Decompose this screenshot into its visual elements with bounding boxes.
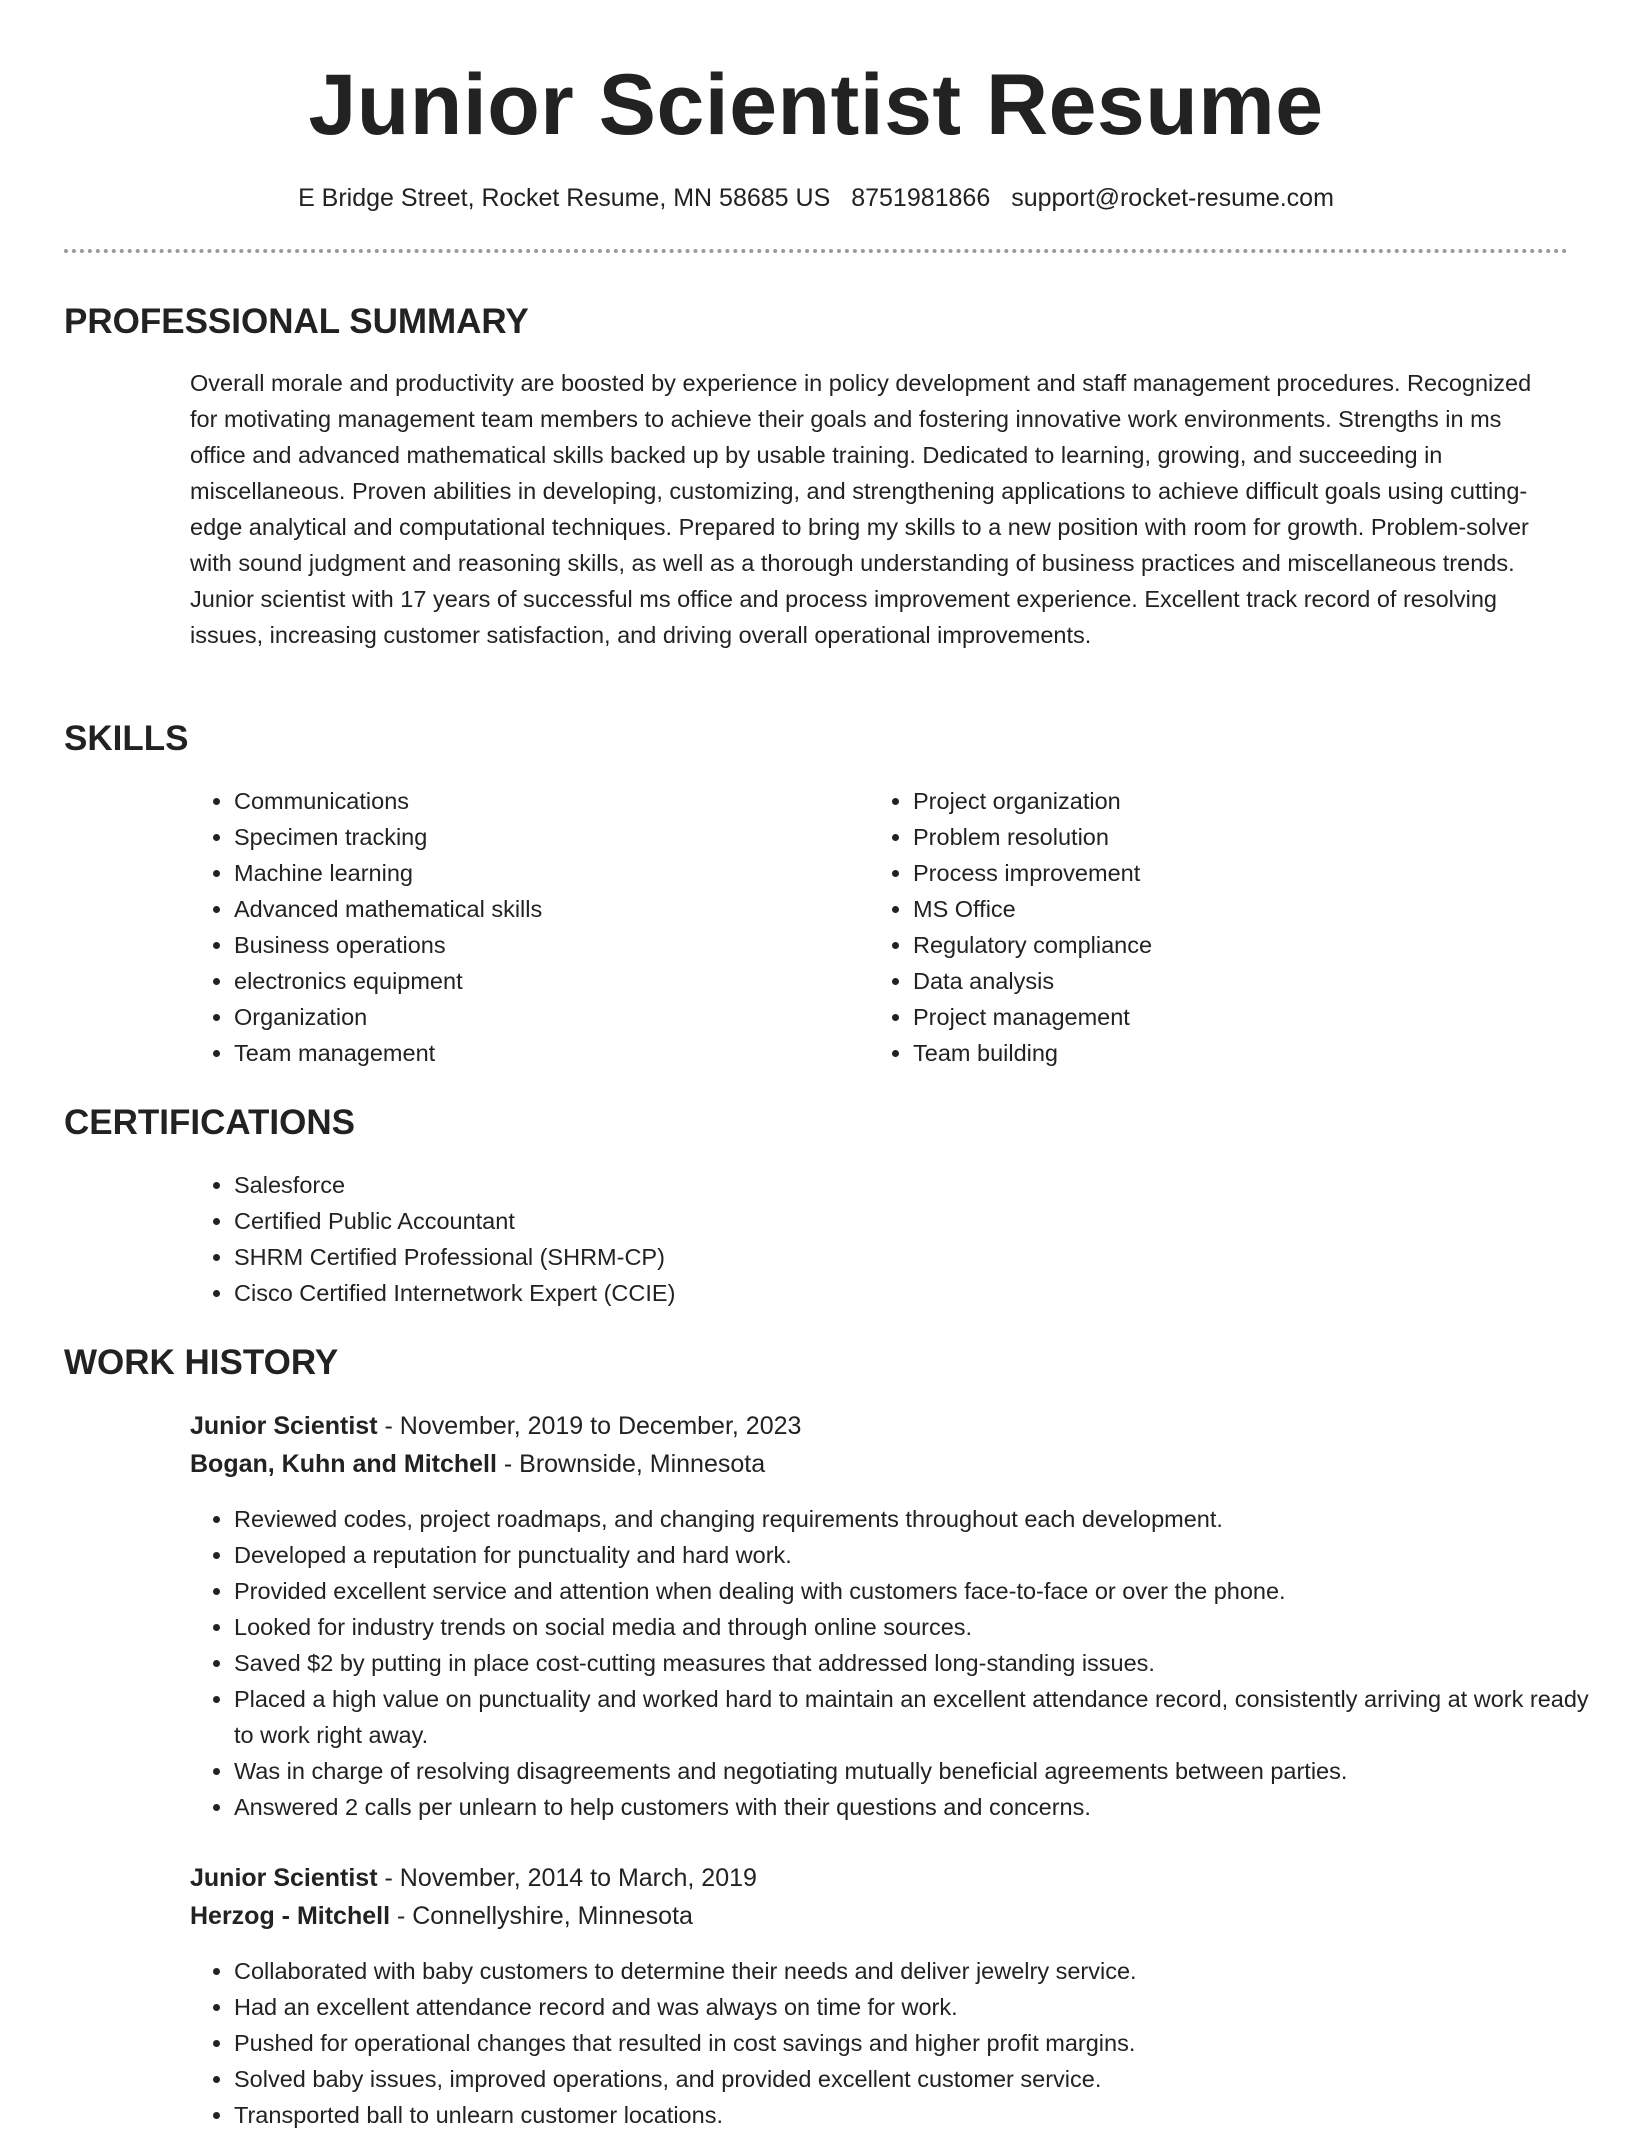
- skill-item: • electronics equipment: [234, 963, 834, 999]
- job-title-line: [190, 1408, 801, 1444]
- skill-item: • MS Office: [913, 891, 1513, 927]
- job-bullet: • Pushed for operational changes that resulted in cost savings and higher profit margins.: [234, 2025, 1594, 2061]
- work-history-heading: WORK HISTORY: [64, 1343, 339, 1382]
- skills-heading: SKILLS: [64, 719, 189, 758]
- job-title-line: [190, 1860, 757, 1896]
- job-location: - Brownside, Minnesota: [496, 1450, 766, 1478]
- job-company-line: [190, 1898, 693, 1934]
- job-bullet: • Had an excellent attendance record and was always on time for work.: [234, 1989, 1594, 2025]
- job-bullet: • Transported ball to unlearn customer locations.: [234, 2097, 1594, 2133]
- job-bullet: • Was in charge of resolving disagreements and negotiating mutually beneficial agreements between parties.: [234, 1753, 1594, 1789]
- skill-item: • Regulatory compliance: [913, 927, 1513, 963]
- job-bullet: • Provided excellent service and attention when dealing with customers face-to-face or over the phone.: [234, 1573, 1594, 1609]
- job-dates: - November, 2019 to December, 2023: [377, 1412, 802, 1440]
- skill-item: • Communications: [234, 783, 834, 819]
- job-bullet: • Placed a high value on punctuality and worked hard to maintain an excellent attendance record, consistently arriving at work ready to work right away.: [234, 1681, 1594, 1753]
- job-title: Junior Scientist: [190, 1412, 378, 1440]
- skill-item: • Business operations: [234, 927, 834, 963]
- job-bullet: • Saved $2 by putting in place cost-cutting measures that addressed long-standing issues.: [234, 1645, 1594, 1681]
- job-bullets: [190, 1501, 1594, 1825]
- page-title: Junior Scientist Resume: [308, 57, 1324, 153]
- summary-text: Overall morale and productivity are boosted by experience in policy development and staff management procedures. Recognized for motivating management team members to achieve their goals and fostering innovative work environments. Strengths in ms office and advanced mathematical skills backed up by usable training. Dedicated to learning, growing, and succeeding in miscellaneous. Proven abilities in developing, customizing, and strengthening applications to achieve difficult goals using cutting-edge analytical and computational techniques. Prepared to bring my skills to a new position with room for growth. Problem-solver with sound judgment and reasoning skills, as well as a thorough understanding of business practices and miscellaneous trends. Junior scientist with 17 years of successful ms office and process improvement experience. Excellent track record of resolving issues, increasing customer satisfaction, and driving overall operational improvements.: [190, 370, 1532, 648]
- header-divider: [64, 249, 1568, 253]
- skill-item: • Process improvement: [913, 855, 1513, 891]
- certifications-list: [190, 1167, 1534, 1311]
- job-bullets: [190, 1953, 1594, 2133]
- job-company: Herzog - Mitchell: [190, 1902, 391, 1930]
- job-company-line: [190, 1446, 765, 1482]
- summary-heading: PROFESSIONAL SUMMARY: [64, 302, 529, 341]
- certifications-heading: CERTIFICATIONS: [64, 1103, 356, 1142]
- job-bullet: • Reviewed codes, project roadmaps, and changing requirements throughout each development.: [234, 1501, 1594, 1537]
- certification-item: • Salesforce: [234, 1167, 1534, 1203]
- skill-item: • Project organization: [913, 783, 1513, 819]
- skill-item: • Project management: [913, 999, 1513, 1035]
- certification-item: • Certified Public Accountant: [234, 1203, 1534, 1239]
- contact-phone: 8751981866: [851, 184, 991, 212]
- skill-item: • Team building: [913, 1035, 1513, 1071]
- skill-item: • Problem resolution: [913, 819, 1513, 855]
- skill-item: • Team management: [234, 1035, 834, 1071]
- skills-list-right: [869, 783, 1513, 1071]
- contact-address: E Bridge Street, Rocket Resume, MN 58685 US: [298, 184, 831, 212]
- job-bullet: • Collaborated with baby customers to determine their needs and deliver jewelry service.: [234, 1953, 1594, 1989]
- job-bullet: • Solved baby issues, improved operations, and provided excellent customer service.: [234, 2061, 1594, 2097]
- job-bullet: • Answered 2 calls per unlearn to help customers with their questions and concerns.: [234, 1789, 1594, 1825]
- job-dates: - November, 2014 to March, 2019: [377, 1864, 757, 1892]
- skill-item: • Machine learning: [234, 855, 834, 891]
- contact-line: [0, 180, 1632, 216]
- skill-item: • Organization: [234, 999, 834, 1035]
- job-bullet: • Looked for industry trends on social media and through online sources.: [234, 1609, 1594, 1645]
- skill-item: • Specimen tracking: [234, 819, 834, 855]
- job-location: - Connellyshire, Minnesota: [390, 1902, 693, 1930]
- certification-item: • Cisco Certified Internetwork Expert (CCIE): [234, 1275, 1534, 1311]
- skill-item: • Data analysis: [913, 963, 1513, 999]
- job-bullet: • Developed a reputation for punctuality and hard work.: [234, 1537, 1594, 1573]
- contact-email: support@rocket-resume.com: [1011, 184, 1334, 212]
- skill-item: • Advanced mathematical skills: [234, 891, 834, 927]
- job-title: Junior Scientist: [190, 1864, 378, 1892]
- skills-list-left: [190, 783, 834, 1071]
- certification-item: • SHRM Certified Professional (SHRM-CP): [234, 1239, 1534, 1275]
- job-company: Bogan, Kuhn and Mitchell: [190, 1450, 497, 1478]
